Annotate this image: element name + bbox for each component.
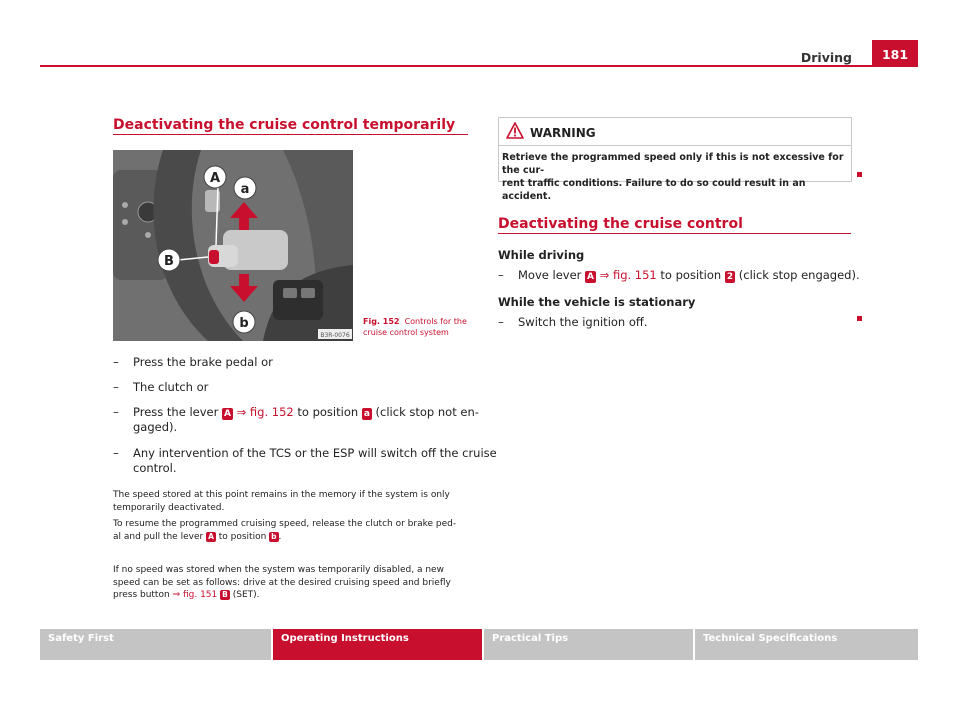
figure-label-b: b bbox=[239, 316, 249, 331]
para-set-speed: If no speed was stored when the system was temporarily disabled, a new speed can be set as follows: drive at the desired cruising speed and briefly press button ⇒ fig. 151 B (SET). bbox=[113, 565, 451, 600]
warning-title: WARNING bbox=[530, 126, 596, 140]
tab-operating-instructions[interactable]: Operating Instructions bbox=[273, 629, 482, 660]
bullet-lever-cont: gaged). bbox=[133, 420, 178, 434]
figure-caption-text: Controls for the cruise control system bbox=[363, 317, 467, 337]
section-title-deactivate: Deactivating the cruise control bbox=[498, 216, 743, 232]
header-rule bbox=[40, 65, 918, 67]
section-rule-right bbox=[498, 233, 851, 234]
bullet-lever: – Press the lever A ⇒ fig. 152 to position a (click stop not en- bbox=[113, 405, 479, 419]
fig-ref-151[interactable]: ⇒ fig. 151 bbox=[599, 268, 657, 282]
step-move-lever: – Move lever A ⇒ fig. 151 to position 2 (click stop engaged). bbox=[498, 268, 860, 282]
figure-code: B3R-0076 bbox=[320, 332, 350, 339]
tab-technical-specifications[interactable]: Technical Specifications bbox=[695, 629, 918, 660]
bullet-tcs-cont: control. bbox=[133, 461, 177, 475]
para-memory: The speed stored at this point remains in the memory if the system is only temporarily deactivated. bbox=[113, 490, 450, 513]
badge-A-right: A bbox=[587, 272, 594, 282]
para-resume: To resume the programmed cruising speed, release the clutch or brake ped- al and pull the lever A to position b . bbox=[113, 519, 457, 542]
tab-practical-tips[interactable]: Practical Tips bbox=[484, 629, 693, 660]
badge-2: 2 bbox=[726, 272, 734, 282]
figure-label-A: A bbox=[209, 171, 221, 186]
section-title-temporary: Deactivating the cruise control temporarily bbox=[113, 117, 456, 133]
subheading-stationary: While the vehicle is stationary bbox=[498, 295, 696, 309]
badge-a: a bbox=[363, 409, 370, 419]
fig-ref-152[interactable]: ⇒ fig. 152 bbox=[236, 405, 294, 419]
section-rule bbox=[113, 134, 468, 135]
figure-caption-number: Fig. 152 bbox=[363, 317, 400, 326]
figure-cruise-control bbox=[113, 150, 353, 341]
page-number: 181 bbox=[872, 40, 918, 67]
figure-caption bbox=[363, 316, 473, 338]
step-ignition-off: – Switch the ignition off. bbox=[498, 315, 648, 329]
figure-label-B: B bbox=[164, 254, 174, 269]
badge-b-small: b bbox=[271, 531, 277, 541]
warning-icon bbox=[506, 122, 524, 143]
warning-divider bbox=[498, 145, 851, 146]
figure-label-a: a bbox=[240, 182, 250, 197]
fig-ref-151-small[interactable]: ⇒ fig. 151 bbox=[172, 590, 218, 600]
bullet-brake: – Press the brake pedal or bbox=[113, 355, 273, 369]
bullet-clutch: – The clutch or bbox=[113, 380, 209, 394]
warning-text: Retrieve the programmed speed only if this is not excessive for the cur- rent traffic conditions. Failure to do so could result in an accident. bbox=[502, 152, 844, 202]
bullet-tcs: – Any intervention of the TCS or the ESP will switch off the cruise bbox=[113, 446, 497, 460]
chapter-title: Driving bbox=[800, 50, 852, 65]
badge-A-small: A bbox=[208, 531, 214, 541]
tab-safety-first[interactable]: Safety First bbox=[40, 629, 271, 660]
subheading-driving: While driving bbox=[498, 248, 585, 262]
badge-A: A bbox=[224, 409, 231, 419]
end-mark-section bbox=[857, 316, 862, 321]
badge-B-small: B bbox=[222, 590, 228, 599]
end-mark-warning bbox=[857, 172, 862, 177]
